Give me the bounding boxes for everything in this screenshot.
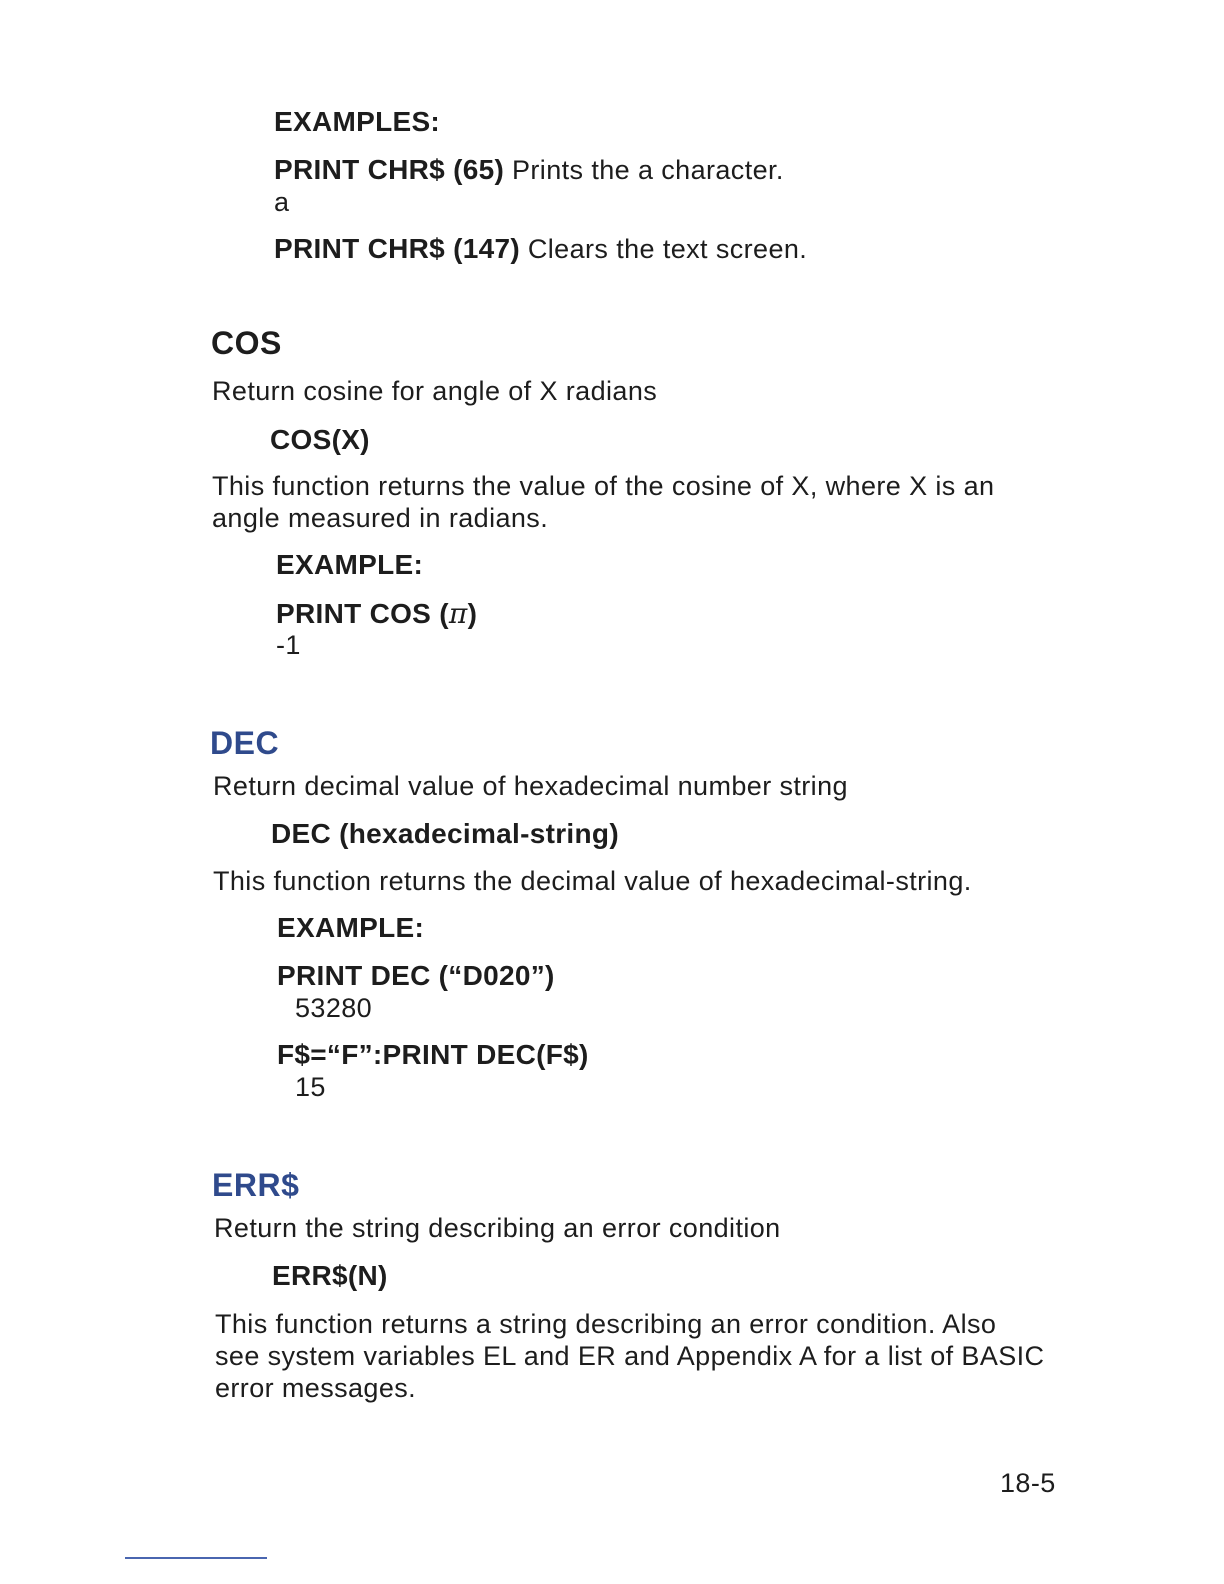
cos-example-label: EXAMPLE: (276, 549, 424, 580)
cos-example-code (276, 597, 477, 630)
dec-description: This function returns the decimal value of hexadecimal-string. (213, 866, 972, 896)
dec-example-2-output: 15 (295, 1072, 326, 1102)
err-description: This function returns a string describing an error condition. Also see system variables EL and ER and Appendix A for a list of BASIC error messages. (215, 1309, 1045, 1403)
chr-example-2-code: PRINT CHR$ (147) (274, 233, 520, 264)
dec-example-1-code: PRINT DEC (“D020”) (277, 960, 555, 991)
examples-label: EXAMPLES: (274, 106, 441, 137)
dec-example-2-code: F$=“F”:PRINT DEC(F$) (277, 1039, 589, 1070)
err-syntax: ERR$(N) (272, 1260, 388, 1291)
cos-syntax: COS(X) (270, 424, 370, 455)
cos-heading: COS (211, 325, 282, 361)
page-number: 18-5 (1000, 1468, 1056, 1498)
chr-example-2-comment: Clears the text screen. (519, 234, 808, 264)
dec-example-1-output: 53280 (295, 993, 373, 1023)
err-summary: Return the string describing an error condition (214, 1213, 781, 1243)
err-heading: ERR$ (212, 1167, 300, 1203)
cos-summary: Return cosine for angle of X radians (212, 376, 658, 406)
chr-example-1-comment: Prints the a character. (504, 155, 784, 185)
dec-syntax: DEC (hexadecimal-string) (271, 818, 619, 849)
cos-description: This function returns the value of the cosine of X, where X is an angle measured in radians. (212, 471, 995, 533)
pi-symbol: π (448, 597, 468, 630)
chr-example-2 (274, 233, 807, 265)
dec-heading: DEC (210, 725, 280, 761)
cos-example-code-suffix: ) (467, 598, 478, 629)
cos-example-output: -1 (276, 630, 301, 660)
bottom-rule (125, 1557, 267, 1559)
chr-example-1-code: PRINT CHR$ (65) (274, 154, 505, 185)
dec-summary: Return decimal value of hexadecimal number string (213, 771, 848, 801)
cos-example-code-prefix: PRINT COS ( (276, 598, 449, 629)
chr-example-1-output: a (274, 187, 290, 217)
chr-example-1 (274, 154, 784, 186)
dec-example-label: EXAMPLE: (277, 912, 425, 943)
